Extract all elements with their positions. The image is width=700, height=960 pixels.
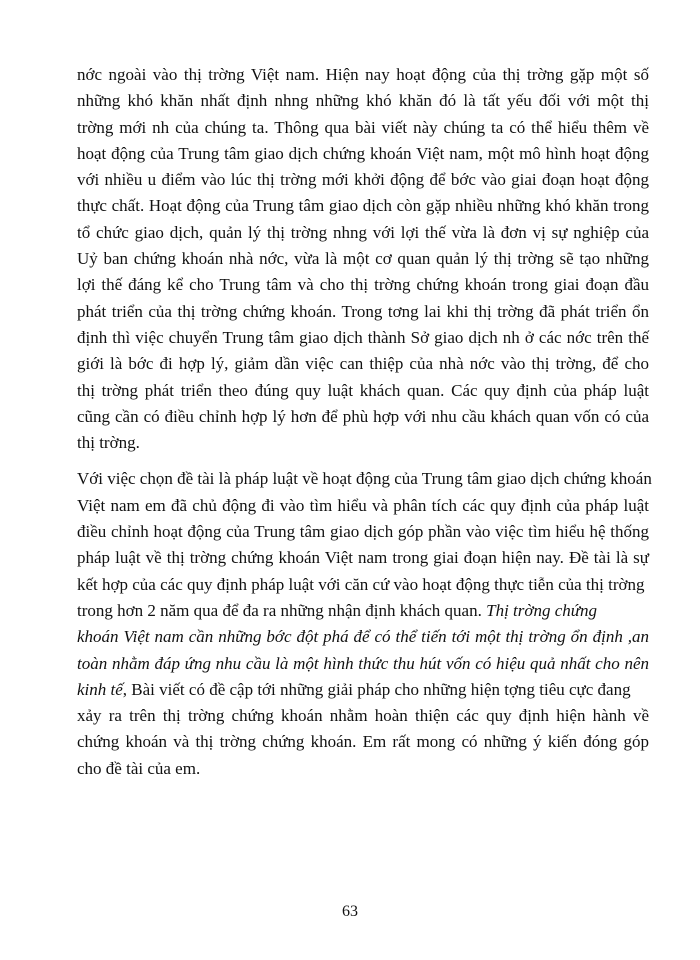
paragraph-1-line: trờng mới nh của chúng ta. Thông qua bài viết này chúng ta có thể hiểu thêm về [77,117,649,137]
paragraph-1-line: thực chất. Hoạt động của Trung tâm giao dịch còn gặp nhiều những khó khăn trong [77,196,649,216]
paragraph-1-line: lợi thế đáng kể cho Trung tâm và cho thị trờng chứng khoán trong giai đoạn đầu [77,275,649,295]
paragraph-1-line-last: thị trờng. [77,433,140,453]
paragraph-2-line: Việt nam em đã chủ động đi vào tìm hiểu và phân tích các quy định của pháp luật [77,495,649,515]
paragraph-2-line: điều chỉnh hoạt động của Trung tâm giao dịch góp phần vào việc tìm hiểu hệ thống [77,522,649,542]
paragraph-2 [77,466,652,782]
paragraph-1-line: tổ chức giao dịch, quản lý thị trờng nhng với lợi thế vừa là đơn vị sự nghiệp của [77,222,649,242]
paragraph-1-line: hoạt động của Trung tâm giao dịch chứng khoán Việt nam, một mô hình hoạt động [77,143,649,163]
paragraph-2-text: trong hơn 2 năm qua để đa ra những nhận định khách quan. [77,600,487,620]
paragraph-2-line-last: cho đề tài của em. [77,758,201,778]
paragraph-1-line: định thì việc chuyển Trung tâm giao dịch thành Sở giao dịch nh ở các nớc trên thế [77,327,649,347]
paragraph-1-line: nớc ngoài vào thị trờng Việt nam. Hiện nay hoạt động của thị trờng gặp một số [77,65,649,84]
italic-quote-line: khoán Việt nam cần những bớc đột phá để có thể tiến tới một thị trờng ổn định ,an [77,627,649,647]
paragraph-2-line: chứng khoán và thị trờng chứng khoán. Em rất mong có những ý kiến đóng góp [77,732,649,752]
paragraph-2-line: xảy ra trên thị trờng chứng khoán nhằm hoàn thiện các quy định hiện hành về [77,706,649,726]
paragraph-2-line-mixed [77,598,649,624]
paragraph-1 [77,62,649,456]
paragraph-2-line: pháp luật về thị trờng chứng khoán Việt nam trong giai đoạn hiện nay. Đề tài là sự [77,548,649,568]
paragraph-1-line: giới là bớc đi hợp lý, giảm dần việc can thiệp của nhà nớc vào thị trờng, để cho [77,354,649,374]
paragraph-2-line: Với việc chọn đề tài là pháp luật về hoạt động của Trung tâm giao dịch chứng khoán [77,469,652,489]
paragraph-1-line: Uỷ ban chứng khoán nhà nớc, vừa là một cơ quan quản lý thị trờng sẽ tạo những [77,249,649,269]
paragraph-1-line: thị trờng phát triển theo đúng quy luật khách quan. Các quy định của pháp luật [77,380,649,400]
paragraph-1-line: phát triển của thị trờng chứng khoán. Trong tơng lai khi thị trờng đã phát triển ổn [77,301,649,321]
italic-quote-text: kinh tế [77,679,123,699]
italic-quote-text: Thị trờng chứng [486,600,598,620]
document-body [77,62,652,782]
paragraph-2-line: kết hợp của các quy định pháp luật với căn cứ vào hoạt động thực tiễn của thị trờng [77,574,645,594]
paragraph-2-line-mixed [77,677,649,703]
paragraph-1-line: cũng cần có điều chỉnh hợp lý hơn để phù hợp với nhu cầu khách quan vốn có của [77,406,649,426]
paragraph-1-line: những khó khăn nhất định nhng những khó khăn đó là tất yếu đối với một thị [77,91,649,111]
paragraph-2-text: , Bài viết có đề cập tới những giải pháp cho những hiện tợng tiêu cực đang [122,679,631,699]
paragraph-1-line: với nhiều u điểm vào lúc thị trờng mới khởi động để bớc vào giai đoạn hoạt động [77,170,649,190]
italic-quote-line: toàn nhằm đáp ứng nhu cầu là một hình thức thu hút vốn có hiệu quả nhất cho nên [77,653,649,673]
page-number: 63 [342,903,358,920]
